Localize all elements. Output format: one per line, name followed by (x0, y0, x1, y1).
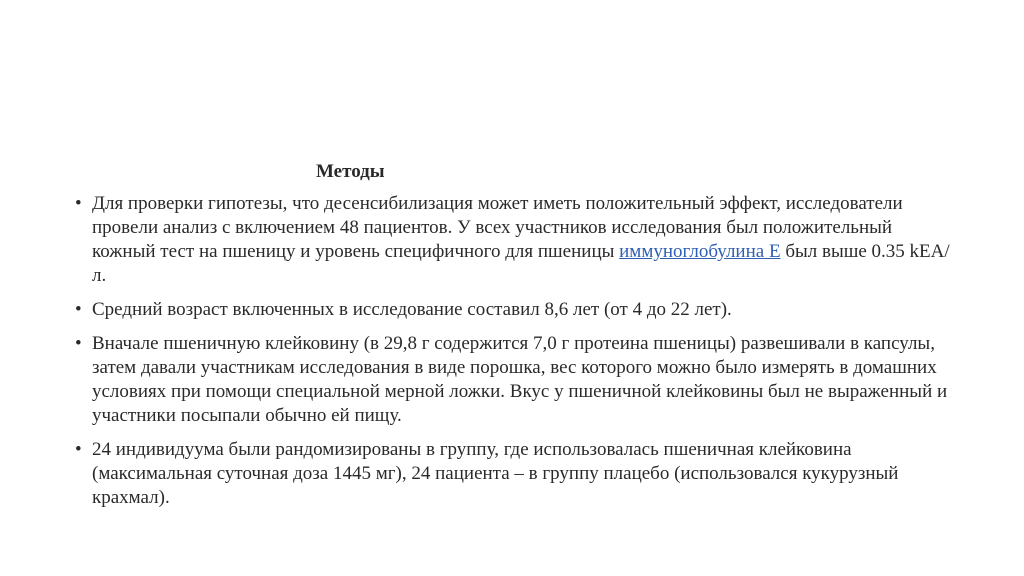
bullet-marker: • (75, 299, 82, 320)
immunoglobulin-link[interactable]: иммуноглобулина Е (619, 241, 781, 262)
bullet-marker: • (75, 439, 82, 460)
bullet-text-continued: был выше 0.35 kЕА/л. (92, 241, 950, 286)
bullet-item-age (72, 298, 952, 322)
slide-heading: Методы (316, 161, 385, 182)
bullet-item-hypothesis (72, 192, 952, 288)
bullet-list (72, 192, 952, 520)
bullet-marker: • (75, 333, 82, 354)
bullet-text: Для проверки гипотезы, что десенсибилизация может иметь положительный эффект, исследователи провели анализ с включением 48 пациентов. У всех участников исследования был положительный кожный тест на пшеницу и уровень специфичного для пшеницы (92, 193, 903, 262)
bullet-marker: • (75, 193, 82, 214)
bullet-text: Средний возраст включенных в исследование составил 8,6 лет (от 4 до 22 лет). (92, 299, 732, 320)
bullet-text: 24 индивидуума были рандомизированы в группу, где использовалась пшеничная клейковина (максимальная суточная доза 1445 мг), 24 пациента – в группу плацебо (использовался кукурузный крахмал). (92, 439, 899, 508)
bullet-item-gluten-capsules (72, 332, 952, 428)
bullet-text: Вначале пшеничную клейковину (в 29,8 г содержится 7,0 г протеина пшеницы) развешивали в капсулы, затем давали участникам исследования в виде порошка, вес которого можно было измерять в домашних условиях при помощи специальной мерной ложки. Вкус у пшеничной клейковины был не выраженный и участники посыпали обычно ей пищу. (92, 333, 948, 426)
bullet-item-randomization (72, 438, 952, 510)
